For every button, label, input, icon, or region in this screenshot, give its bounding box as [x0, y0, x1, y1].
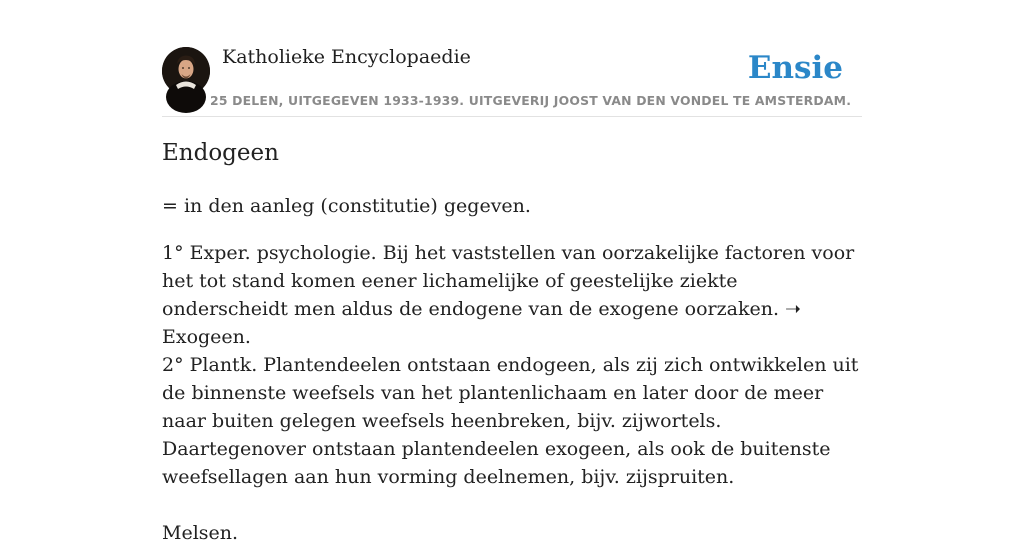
source-header: [162, 46, 862, 117]
article-title: Endogeen: [162, 140, 279, 166]
author-signature: Melsen.: [162, 522, 239, 544]
ensie-logo-link[interactable]: Ensie: [747, 50, 843, 86]
paragraph-spacer: [162, 491, 862, 519]
definition-text: = in den aanleg (constitutie) gegeven.: [162, 195, 531, 217]
source-meta: 25 DELEN, UITGEGEVEN 1933-1939. UITGEVERIJ JOOST VAN DEN VONDEL TE AMSTERDAM.: [210, 93, 852, 108]
article-body: [162, 192, 862, 547]
paragraph-botany: 2° Plantk. Plantendeelen ontstaan endogeen, als zij zich ontwikkelen uit de binnenste weefsels van het plantenlichaam en later door de meer naar buiten gelegen weefsels heenbreken, bijv. zijwortels. Daartegenover ontstaan plantendeelen exogeen, als ook de buitenste weefsellagen aan hun vorming deelnemen, bijv. zijspruiten.: [162, 354, 859, 488]
source-title[interactable]: Katholieke Encyclopaedie: [222, 46, 471, 68]
portrait-avatar-icon: [162, 47, 210, 95]
paragraph-psychology: 1° Exper. psychologie. Bij het vaststellen van oorzakelijke factoren voor het tot stand komen eener lichamelijke of geestelijke ziekte onderscheidt men aldus de endogene van de exogene oorzaken. ➝ Exogeen.: [162, 242, 855, 348]
